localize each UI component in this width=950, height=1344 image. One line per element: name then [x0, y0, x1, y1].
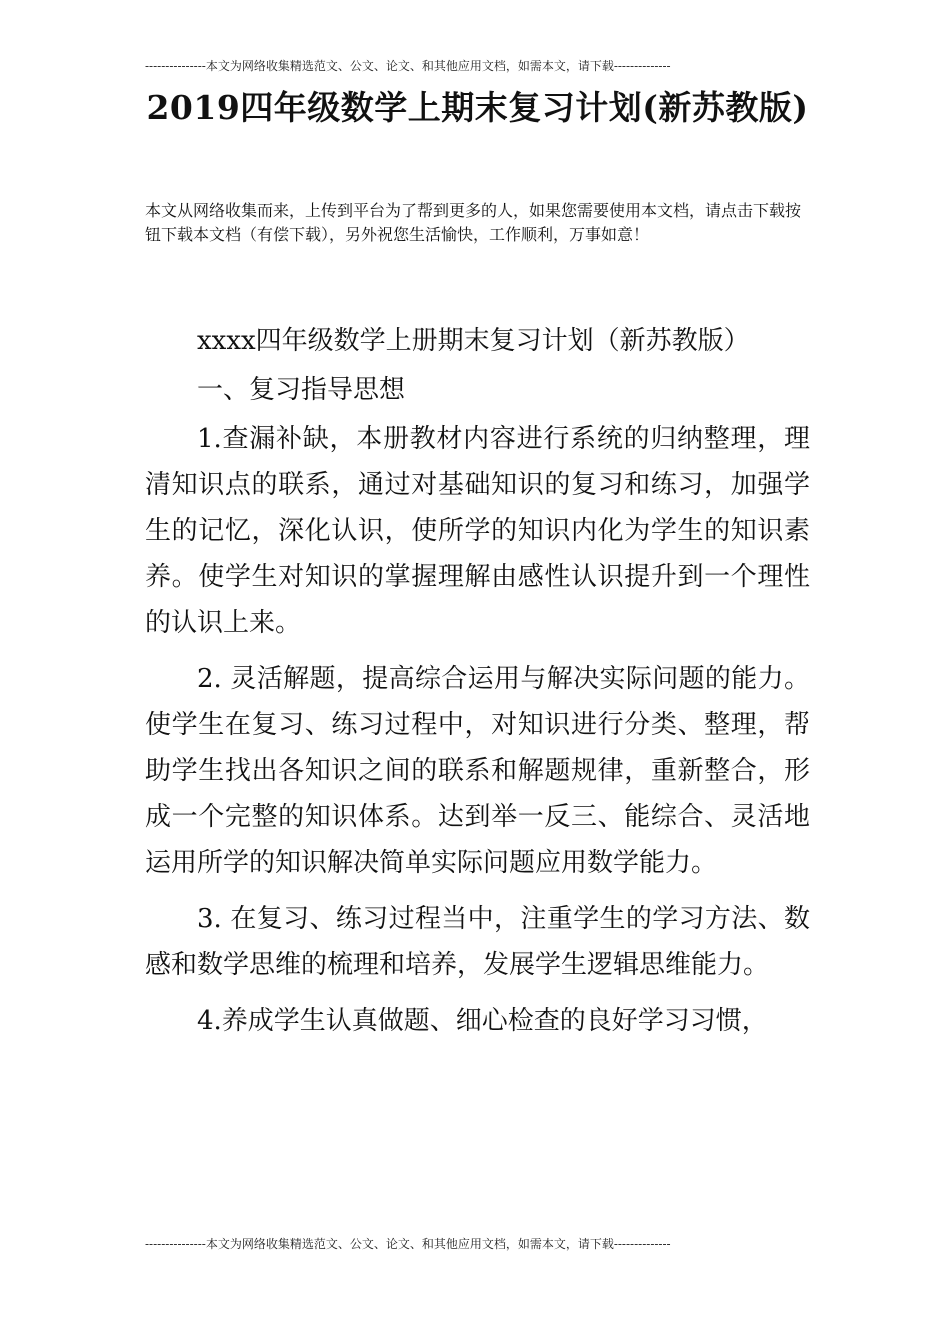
- header-banner: ---------------本文为网络收集精选范文、公文、论文、和其他应用文档，如需本文，请下载--------------: [145, 59, 671, 73]
- paragraph-1: 1.查漏补缺，本册教材内容进行系统的归纳整理，理清知识点的联系，通过对基础知识的复习和练习，加强学生的记忆，深化认识，使所学的知识内化为学生的知识素养。使学生对知识的掌握理解由感性认识提升到一个理性的认识上来。: [145, 424, 810, 638]
- document-subtitle: xxxx四年级数学上册期末复习计划（新苏教版）: [197, 326, 750, 356]
- document-body: [145, 318, 810, 1054]
- footer-banner: ---------------本文为网络收集精选范文、公文、论文、和其他应用文档，如需本文，请下载--------------: [145, 1237, 671, 1251]
- section-heading: 一、复习指导思想: [197, 375, 406, 405]
- paragraph-3: 3. 在复习、练习过程当中，注重学生的学习方法、数感和数学思维的梳理和培养，发展学生逻辑思维能力。: [145, 904, 810, 980]
- intro-notice: 本文从网络收集而来，上传到平台为了帮到更多的人，如果您需要使用本文档，请点击下载按钮下载本文档（有偿下载），另外祝您生活愉快，工作顺利，万事如意！: [145, 201, 802, 244]
- document-title: 2019四年级数学上期末复习计划(新苏教版): [146, 88, 809, 127]
- paragraph-2: 2. 灵活解题，提高综合运用与解决实际问题的能力。使学生在复习、练习过程中，对知识进行分类、整理，帮助学生找出各知识之间的联系和解题规律，重新整合，形成一个完整的知识体系。达到举一反三、能综合、灵活地运用所学的知识解决简单实际问题应用数学能力。: [145, 664, 810, 878]
- paragraph-4: 4.养成学生认真做题、细心检查的良好学习习惯，: [197, 1006, 768, 1036]
